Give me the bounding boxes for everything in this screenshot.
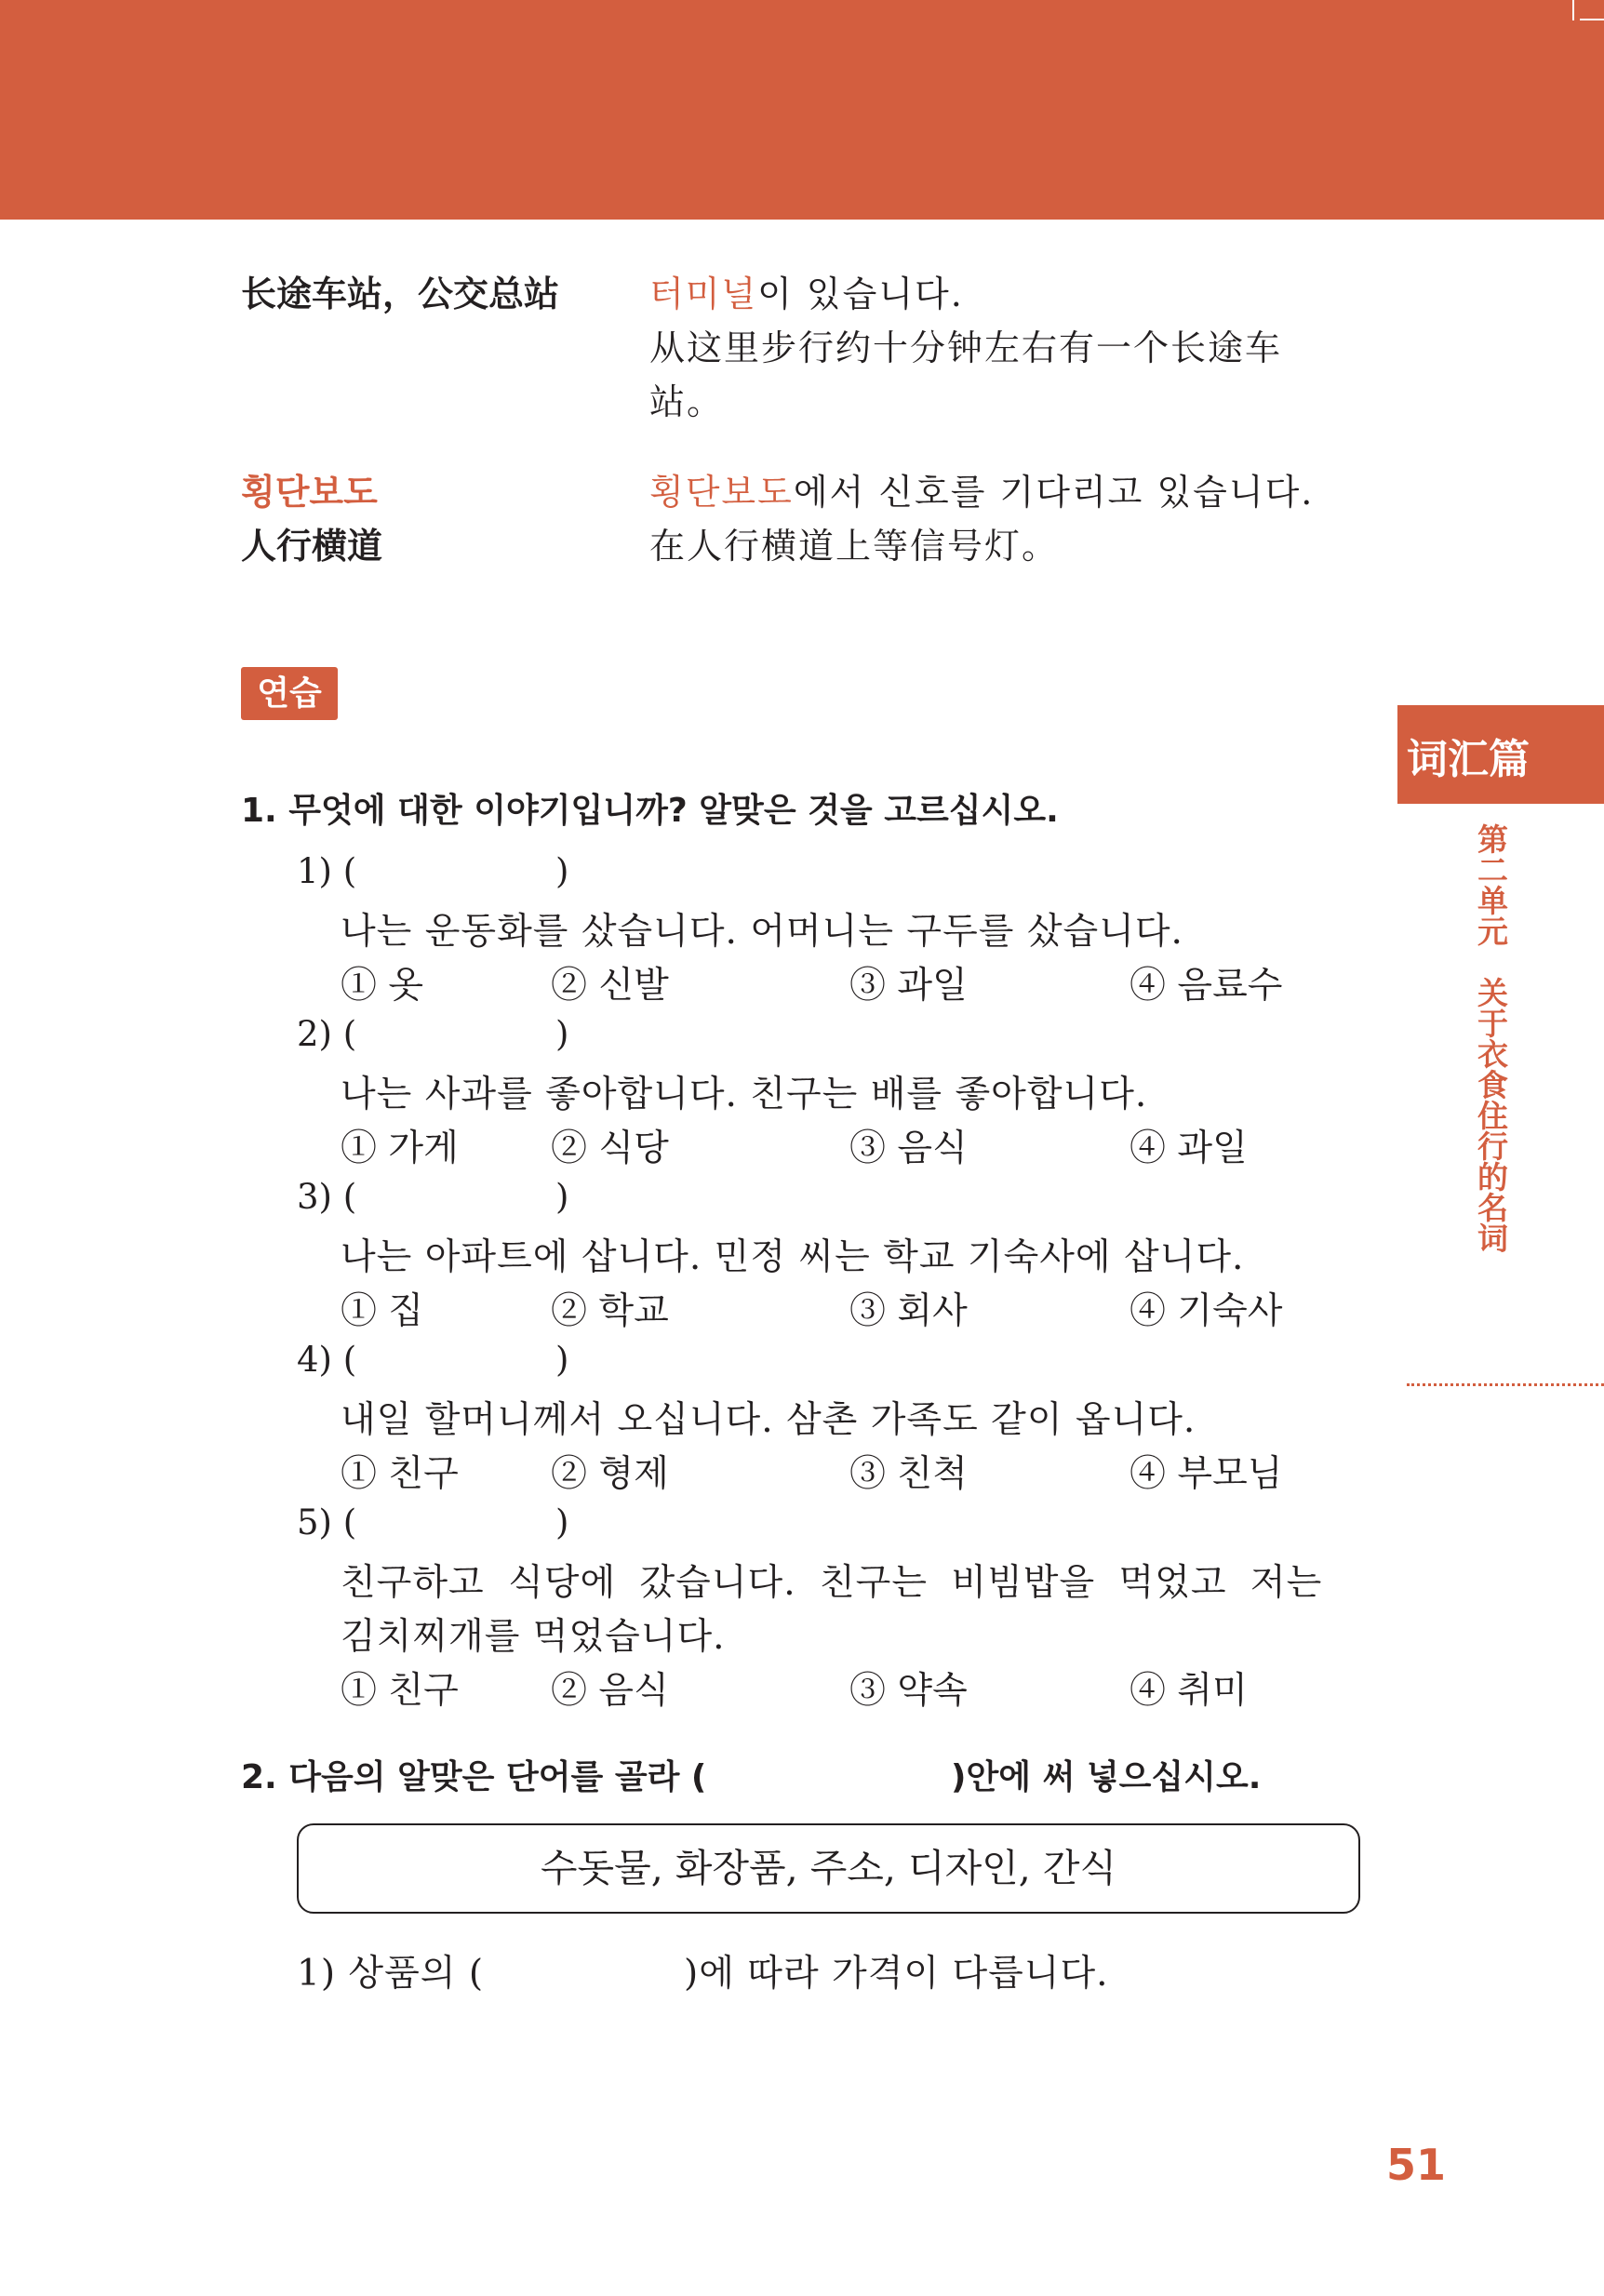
option: ② 학교 [551,1290,669,1332]
item-sentence: 나는 사과를 좋아합니다. 친구는 배를 좋아합니다. [341,1074,1148,1115]
header-band [0,0,1604,220]
side-divider [1407,1383,1604,1386]
side-tab-label: 词汇篇 [1407,736,1530,783]
option: ④ 과일 [1129,1128,1248,1169]
answer-paren-close: ) [555,851,569,891]
item-label: 4) ( [297,1340,357,1380]
item-sentence: 나는 아파트에 삽니다. 민정 씨는 학교 기숙사에 삽니다. [341,1236,1245,1278]
side-vertical-text: 第二单元 关于衣食住行的名词 [1473,823,1509,1253]
item-sentence: 나는 운동화를 샀습니다. 어머니는 구두를 샀습니다. [341,911,1183,953]
vocab-translation: 从这里步行约十分钟左右有一个长途车 [649,327,1283,368]
option: ③ 약속 [849,1670,968,1712]
option: ③ 친척 [849,1453,968,1495]
option: ② 형제 [551,1453,669,1495]
vocab-translation: 在人行横道上等信号灯。 [649,526,1060,567]
question-title: 1. 무엇에 대한 이야기입니까? 알맞은 것을 고르십시오. [241,792,1059,830]
option: ③ 과일 [849,965,968,1007]
practice-badge: 연습 [241,667,338,720]
item-label: 3) ( [297,1177,357,1217]
option: ② 식당 [551,1128,669,1169]
option: ③ 회사 [849,1290,968,1332]
vocab-example [649,267,964,321]
vocab-term-chinese: 人行横道 [241,526,383,567]
answer-paren-close: ) [555,1014,569,1054]
vocab-example-rest: 이 있습니다. [757,274,964,314]
side-tab [1397,705,1604,804]
item-label: 5) ( [297,1502,357,1542]
vocab-example [649,465,1314,519]
question-title: 2. 다음의 알맞은 단어를 골라 ( [241,1758,707,1796]
option: ④ 음료수 [1129,965,1283,1007]
option: ① 친구 [341,1670,459,1712]
answer-paren-close: ) [555,1340,569,1380]
item-sentence: 친구하고 식당에 갔습니다. 친구는 비빔밥을 먹었고 저는 [341,1562,1323,1604]
item-sentence: 내일 할머니께서 오십니다. 삼촌 가족도 같이 옵니다. [341,1399,1196,1441]
vocab-highlight: 터미널 [649,274,758,314]
crop-mark [1580,19,1604,20]
question-title-end: )안에 써 넣으십시오. [951,1758,1262,1796]
item-sentence: 김치찌개를 먹었습니다. [341,1616,726,1658]
option: ④ 기숙사 [1129,1290,1283,1332]
option: ④ 취미 [1129,1670,1248,1712]
vocab-example-rest: 에서 신호를 기다리고 있습니다. [793,472,1315,513]
page-number: 51 [1386,2140,1447,2190]
vocab-term-chinese: 长途车站，公交总站 [241,274,560,314]
vocab-translation: 站。 [649,381,725,422]
option: ① 집 [341,1290,424,1332]
option: ③ 음식 [849,1128,968,1169]
item-label: 1) ( [297,851,357,891]
option: ④ 부모님 [1129,1453,1283,1495]
item-sentence: )에 따라 가격이 다릅니다. [684,1953,1109,1995]
option: ② 신발 [551,965,669,1007]
vocab-highlight: 횡단보도 [649,472,794,513]
vocab-term-korean: 횡단보도 [241,472,378,513]
word-box: 수돗물, 화장품, 주소, 디자인, 간식 [297,1823,1360,1914]
answer-paren-close: ) [555,1502,569,1542]
option: ① 친구 [341,1453,459,1495]
option: ② 음식 [551,1670,669,1712]
answer-paren-close: ) [555,1177,569,1217]
option: ① 옷 [341,965,424,1007]
item-label: 1) 상품의 ( [297,1953,485,1995]
item-label: 2) ( [297,1014,357,1054]
crop-mark [1572,0,1574,20]
option: ① 가게 [341,1128,459,1169]
